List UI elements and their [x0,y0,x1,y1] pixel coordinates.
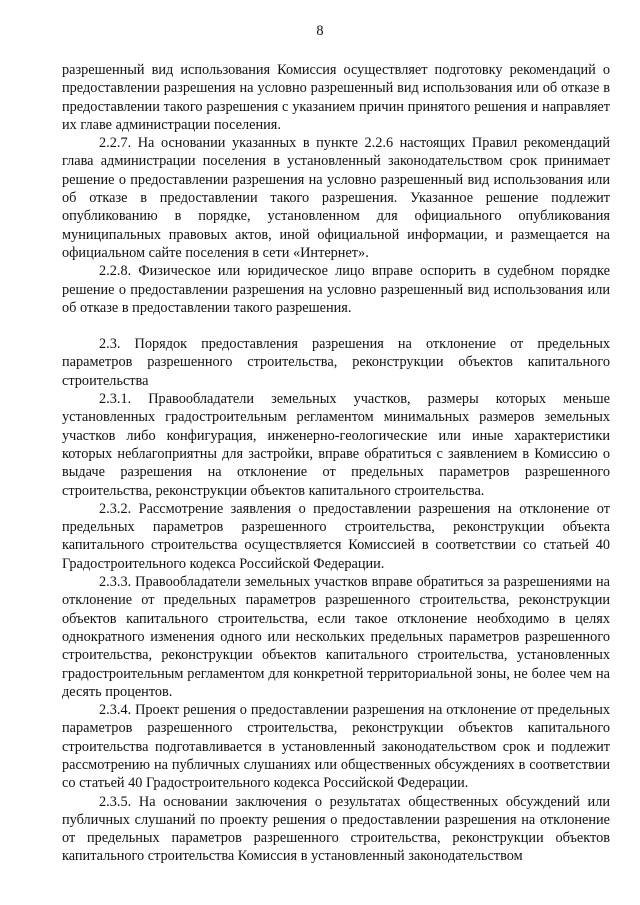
paragraph-2-3-1: 2.3.1. Правообладатели земельных участков, размеры которых меньше установленных градостроительным регламентом минимальных размеров земельных участков либо конфигурация, инженерно-геологические или иные характеристики которых неблагоприятны для застройки, вправе обратиться с заявлением в Комиссию о выдаче разрешения на отклонение от предельных параметров разрешенного строительства, реконструкции объектов капитального строительства. [62,391,610,499]
paragraph-2-2-8: 2.2.8. Физическое или юридическое лицо вправе оспорить в судебном порядке решение о предоставлении разрешения на условно разрешенный вид использования или об отказе в предоставлении такого разрешения. [62,263,610,316]
section-heading-2-3: 2.3. Порядок предоставления разрешения на отклонение от предельных параметров разрешенного строительства, реконструкции объектов капитального строительства [62,336,610,389]
paragraph-continuation: разрешенный вид использования Комиссия осуществляет подготовку рекомендаций о предоставлении разрешения на условно разрешенный вид использования или об отказе в предоставлении такого разрешения с указанием причин принятого решения и направляет их главе администрации поселения. [62,62,610,133]
paragraph-2-3-4: 2.3.4. Проект решения о предоставлении разрешения на отклонение от предельных параметров разрешенного строительства, реконструкции объектов капитального строительства подготавливается в установленный законодательством срок и подлежит рассмотрению на публичных слушаниях или общественных обсуждениях в соответствии со статьей 40 Градостроительного кодекса Российской Федерации. [62,702,610,792]
paragraph-2-2-7: 2.2.7. На основании указанных в пункте 2.2.6 настоящих Правил рекомендаций глава администрации поселения в установленный законодательством срок принимает решение о предоставлении разрешения на условно разрешенный вид использования или об отказе в предоставлении такого разрешения. Указанное решение подлежит опубликованию в порядке, установленном для официального опубликования муниципальных правовых актов, иной официальной информации, и размещается на официальном сайте поселения в сети «Интернет». [62,135,610,261]
document-body [62,61,610,866]
paragraph-2-3-2: 2.3.2. Рассмотрение заявления о предоставлении разрешения на отклонение от предельных параметров разрешенного строительства, реконструкции объекта капитального строительства осуществляется Комиссией в соответствии со статьей 40 Градостроительного кодекса Российской Федерации. [62,500,610,572]
paragraph-2-3-3: 2.3.3. Правообладатели земельных участков вправе обратиться за разрешениями на отклонение от предельных параметров разрешенного строительства, реконструкции объектов капитального строительства, если такое отклонение необходимо в целях однократного изменения одного или нескольких предельных параметров разрешенного строительства, реконструкции объектов капитального строительства, установленных градостроительным регламентом для конкретной территориальной зоны, не более чем на десять процентов. [62,574,610,700]
paragraph-2-3-5: 2.3.5. На основании заключения о результатах общественных обсуждений или публичных слушаний по проекту решения о предоставлении разрешения на отклонение от предельных параметров разрешенного строительства, реконструкции объектов капитального строительства Комиссия в установленный законодательством [62,793,610,865]
page-number: 8 [316,23,324,39]
